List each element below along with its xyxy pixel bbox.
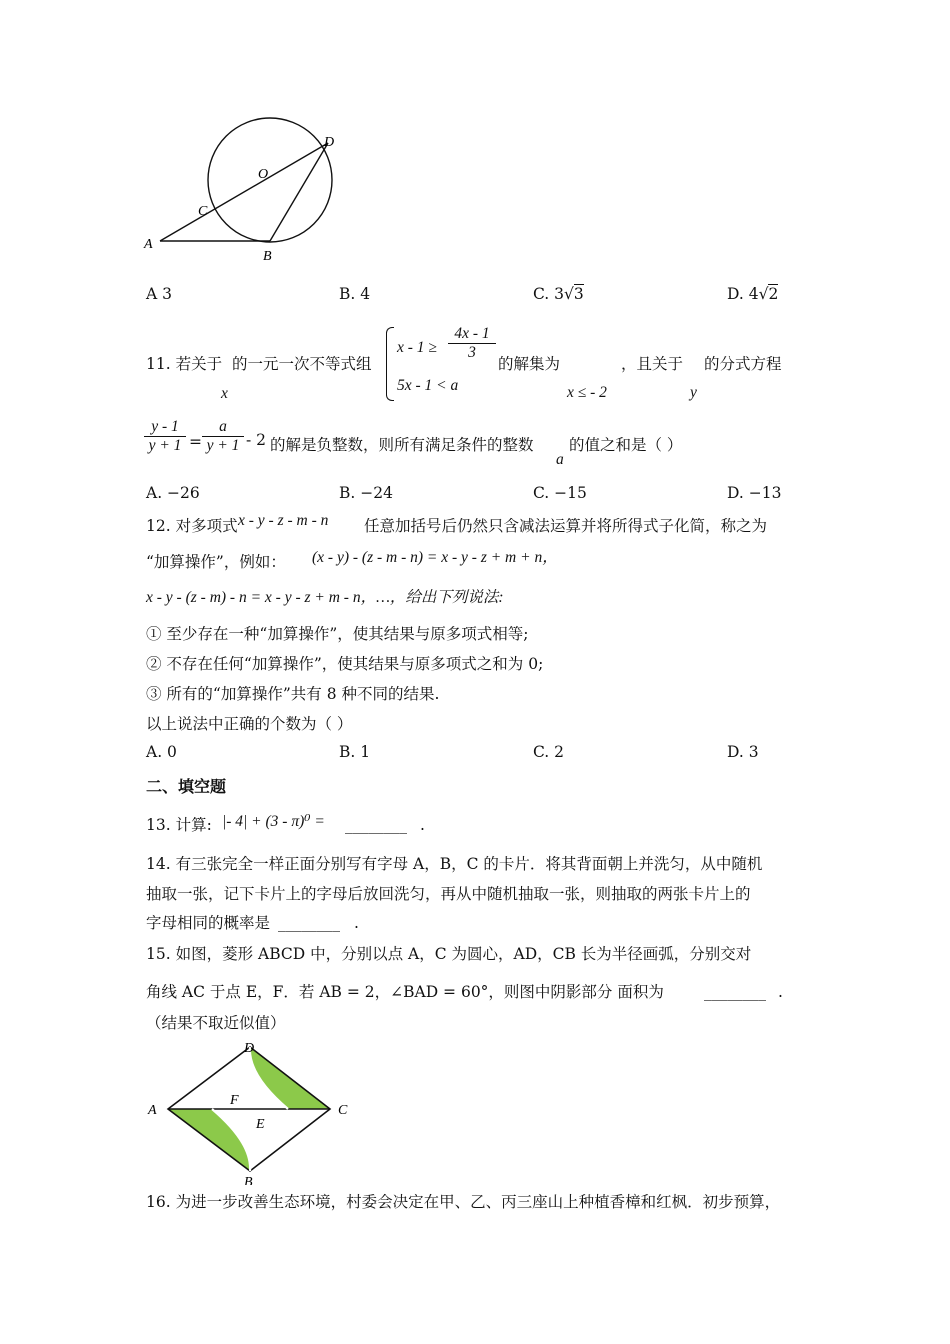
q10-option-a: A 3 [146, 285, 172, 303]
q14-line2: 抽取一张，记下卡片上的字母后放回洗匀，再从中随机抽取一张，则抽取的两张卡片上的 [146, 885, 751, 903]
label-e: E [256, 1117, 265, 1132]
q13-expression: |- 4| + (3 - π)⁰ = [222, 813, 325, 830]
q11-eq-equal: = [189, 433, 202, 451]
q12-statement-3: ③ 所有的“加算操作”共有 8 种不同的结果. [146, 685, 440, 703]
q12-statement-1: ① 至少存在一种“加算操作”，使其结果与原多项式相等; [146, 625, 529, 643]
q12-option-d: D. 3 [727, 743, 759, 761]
q12-option-c: C. 2 [533, 743, 565, 761]
q12-ask: 以上说法中正确的个数为（ ） [146, 715, 353, 733]
inequality-brace [386, 327, 394, 401]
q11-var-y: y [690, 384, 697, 401]
label-d: D [324, 135, 335, 150]
label-a: A [144, 237, 153, 252]
q16-line1: 16. 为进一步改善生态环境，村委会决定在甲、乙、丙三座山上种植香樟和红枫．初步预算， [146, 1193, 781, 1211]
q12-poly: x - y - z - m - n [238, 512, 329, 529]
q11-line2: 的解是负整数，则所有满足条件的整数 [270, 436, 534, 454]
q11-eq-tail: - 2 [246, 431, 267, 449]
eq-left-numerator: y - 1 [151, 418, 179, 435]
q11-intro: 11. 若关于 [146, 355, 223, 373]
label-d: D [244, 1041, 255, 1056]
q12-option-b: B. 1 [339, 743, 371, 761]
label-b: B [244, 1175, 253, 1185]
ineq1-denominator: 3 [448, 343, 496, 362]
label-b: B [263, 249, 272, 264]
q14-blank: ________ [278, 914, 340, 932]
segment-bd [270, 143, 328, 241]
q13-blank: ________ [345, 816, 407, 834]
q11-solution: x ≤ - 2 [567, 384, 607, 401]
q12-example2: x - y - (z - m) - n = x - y - z + m - n，…，给出下列说法: [146, 589, 504, 606]
q14-line1: 14. 有三张完全一样正面分别写有字母 A，B，C 的卡片．将其背面朝上并洗匀，从中随机 [146, 855, 763, 873]
eq-left-denominator: y + 1 [144, 436, 186, 455]
ineq1-numerator: 4x - 1 [454, 325, 490, 342]
label-f: F [230, 1093, 239, 1108]
eq-right-numerator: a [219, 418, 227, 435]
q11-option-c: C. −15 [533, 484, 587, 502]
q12-option-a: A. 0 [146, 743, 177, 761]
eq-right-denominator: y + 1 [202, 436, 244, 455]
q15-line1: 15. 如图，菱形 ABCD 中，分别以点 A，C 为圆心，AD，CB 长为半径画弧，分别交对 [146, 945, 752, 963]
q12-intro-rest: 任意加括号后仍然只含减法运算并将所得式子化简，称之为 [364, 517, 768, 535]
q10-option-c: C. 3√3 [533, 285, 584, 303]
q10-option-d: D. 4√2 [727, 285, 779, 303]
q11-var-x: x [221, 385, 228, 402]
q11-ineq1-left: x - 1 ≥ [397, 339, 437, 356]
q12-statement-2: ② 不存在任何“加算操作”，使其结果与原多项式之和为 0; [146, 655, 544, 673]
q12-intro: 12. 对多项式 [146, 517, 238, 535]
q15-line3: （结果不取近似值） [146, 1014, 286, 1032]
q11-also: ，且关于 [621, 355, 684, 373]
q12-line2: “加算操作”，例如： [146, 553, 286, 571]
q13-label: 13. 计算: [146, 816, 212, 834]
q12-example1: (x - y) - (z - m - n) = x - y - z + m + n， [312, 549, 558, 566]
label-c: C [198, 204, 208, 219]
q11-var-a: a [556, 451, 564, 468]
q11-eq-right-fraction [202, 418, 244, 455]
q13-end: . [420, 816, 425, 834]
circle-o [208, 118, 335, 242]
q15-blank: ________ [704, 983, 766, 1001]
q14-end: . [354, 914, 359, 932]
rhombus-figure [140, 1035, 370, 1185]
q15-line2: 角线 AC 于点 E，F．若 AB = 2，∠BAD = 60°，则图中阴影部分 面积为 [146, 983, 664, 1001]
section-title-fill-blank: 二、填空题 [146, 777, 227, 796]
q11-eq-left-fraction [144, 418, 186, 455]
q11-mid: 的一元一次不等式组 [232, 355, 372, 373]
q14-line3: 字母相同的概率是 [146, 914, 271, 932]
q11-option-d: D. −13 [727, 484, 782, 502]
q11-ineq2: 5x - 1 < a [397, 377, 459, 394]
label-a: A [148, 1103, 157, 1118]
q11-option-a: A. −26 [146, 484, 200, 502]
segment-ad [160, 143, 328, 241]
label-c: C [338, 1103, 348, 1118]
q11-solution-text: 的解集为 [498, 355, 561, 373]
circle-tangent-figure [140, 115, 350, 270]
q11-frac-eq: 的分式方程 [704, 355, 782, 373]
q10-option-b: B. 4 [339, 285, 371, 303]
q11-option-b: B. −24 [339, 484, 393, 502]
q11-line2-end: 的值之和是（ ） [569, 436, 683, 454]
q11-ineq1-fraction [448, 325, 496, 362]
q15-end: . [778, 983, 783, 1001]
label-o: O [258, 167, 269, 182]
